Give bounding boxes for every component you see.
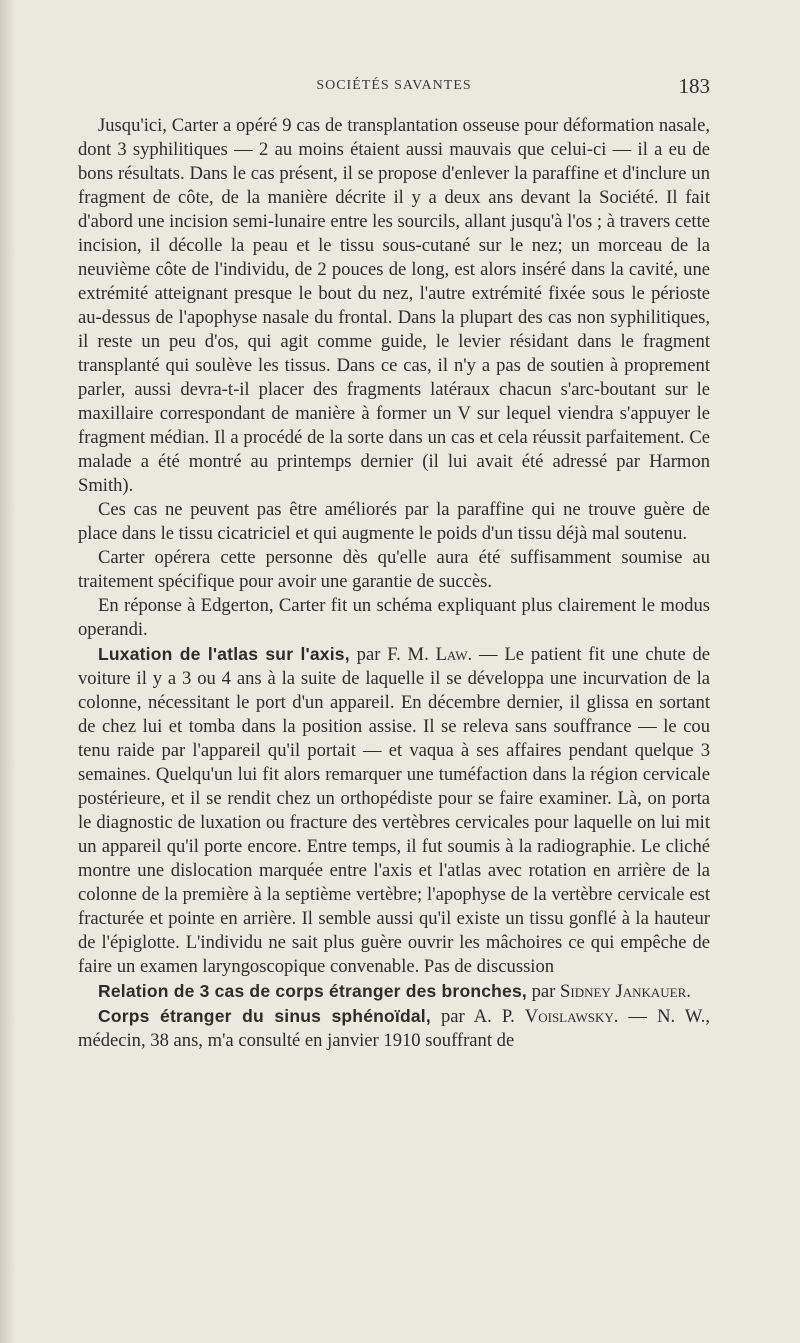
paragraph-text: . — Le patient fit une chute de voiture il y a 3 ou 4 ans à la suite de laquelle il se développa une incurvation de la colonne, nécessitant le port d'un appareil. En décembre dernier, il glissa en sortant de chez lui et tomba dans la position assise. Il se releva sans souffrance — le cou tenu raide par l'appareil qu'il portait — et vaqua à ses affaires pendant quelque 3 semaines. Quelqu'un lui fit alors remarquer une tuméfaction dans la région cervicale postérieure, et il se rendit chez un orthopédiste pour se faire examiner. Là, on porta le diagnostic de luxation ou fracture des vertèbres cervicales pour laquelle on lui mit un appareil qu'il porte encore. Entre temps, il fut soumis à la radiographie. Le cliché montre une dislocation marquée entre l'axis et l'atlas avec rotation en arrière de la colonne de la première à la septième vertèbre; l'apophyse de la vertèbre cervicale est fracturée et pointe en arrière. Il semble aussi qu'il existe un tissu gonflé à la hauteur de l'épiglotte. L'individu ne sait plus guère ouvrir les mâchoires ce qui empêche de faire un examen laryngoscopique convenable. Pas de discussion (78, 644, 710, 977)
paragraph-corps-etranger-sinus (78, 1004, 710, 1053)
author-name: Law (435, 644, 468, 665)
body-text (78, 114, 710, 1053)
paragraph-luxation-atlas (78, 642, 710, 979)
paragraph-paraffine: Ces cas ne peuvent pas être améliorés par la paraffine qui ne trouve guère de place dans le tissu cicatriciel et qui augmente le poids d'un tissu déjà mal soutenu. (78, 499, 710, 544)
section-heading-sinus: Corps étranger du sinus sphénoïdal, (98, 1006, 431, 1026)
running-head: SOCIÉTÉS SAVANTES (316, 78, 472, 93)
page-number: 183 (678, 74, 710, 98)
paragraph-edgerton: En réponse à Edgerton, Carter fit un schéma expliquant plus clairement le modus operandi. (78, 595, 710, 640)
paragraph-carter-operera: Carter opérera cette personne dès qu'elle aura été suffisamment soumise au traitement spécifique pour avoir une garantie de succès. (78, 547, 710, 592)
page-edge-shadow (0, 0, 16, 1343)
byline-prefix: par (526, 981, 561, 1002)
byline-prefix: par F. M. (349, 644, 436, 665)
byline-prefix: par A. P. (430, 1006, 525, 1027)
paragraph-corps-etranger-bronches (78, 979, 710, 1004)
author-name: Voislawsky (524, 1006, 614, 1027)
paragraph-text: . — N. W., médecin, 38 ans, m'a consulté en janvier 1910 souffrant de (78, 1006, 710, 1051)
section-heading-bronches: Relation de 3 cas de corps étranger des bronches, (98, 981, 527, 1001)
paragraph-transplantation: Jusqu'ici, Carter a opéré 9 cas de transplantation osseuse pour déformation nasale, dont 3 syphilitiques — 2 au moins étaient aussi mauvais que celui-ci — il a eu de bons résultats. Dans le cas présent, il se propose d'enlever la paraffine et d'inclure un fragment de côte, de la manière décrite il y a deux ans devant la Société. Il fait d'abord une incision semi-lunaire entre les sourcils, allant jusqu'à l'os ; à travers cette incision, il décolle la peau et le tissu sous-cutané sur le nez; un morceau de la neuvième côte de l'individu, de 2 pouces de long, est alors inséré dans la cavité, une extrémité atteignant presque le bout du nez, l'autre extrémité fixée sous le périoste au-dessus de l'apophyse nasale du frontal. Dans la plupart des cas non syphilitiques, il reste un peu d'os, qui agit comme guide, le levier résidant dans le fragment transplanté qui soulève les tissus. Dans ce cas, il n'y a pas de soutien à proprement parler, aussi devra-t-il placer des fragments latéraux chacun s'arc-boutant sur le maxillaire correspondant de manière à former un V sur lequel viendra s'appuyer le fragment médian. Il a procédé de la sorte dans un cas et cela réussit parfaitement. Ce malade a été montré au printemps dernier (il lui avait été adressé par Harmon Smith). (78, 115, 710, 496)
section-heading-luxation: Luxation de l'atlas sur l'axis, (98, 644, 350, 664)
author-name: Sidney Jankauer. (560, 981, 691, 1002)
page-header (78, 74, 710, 104)
